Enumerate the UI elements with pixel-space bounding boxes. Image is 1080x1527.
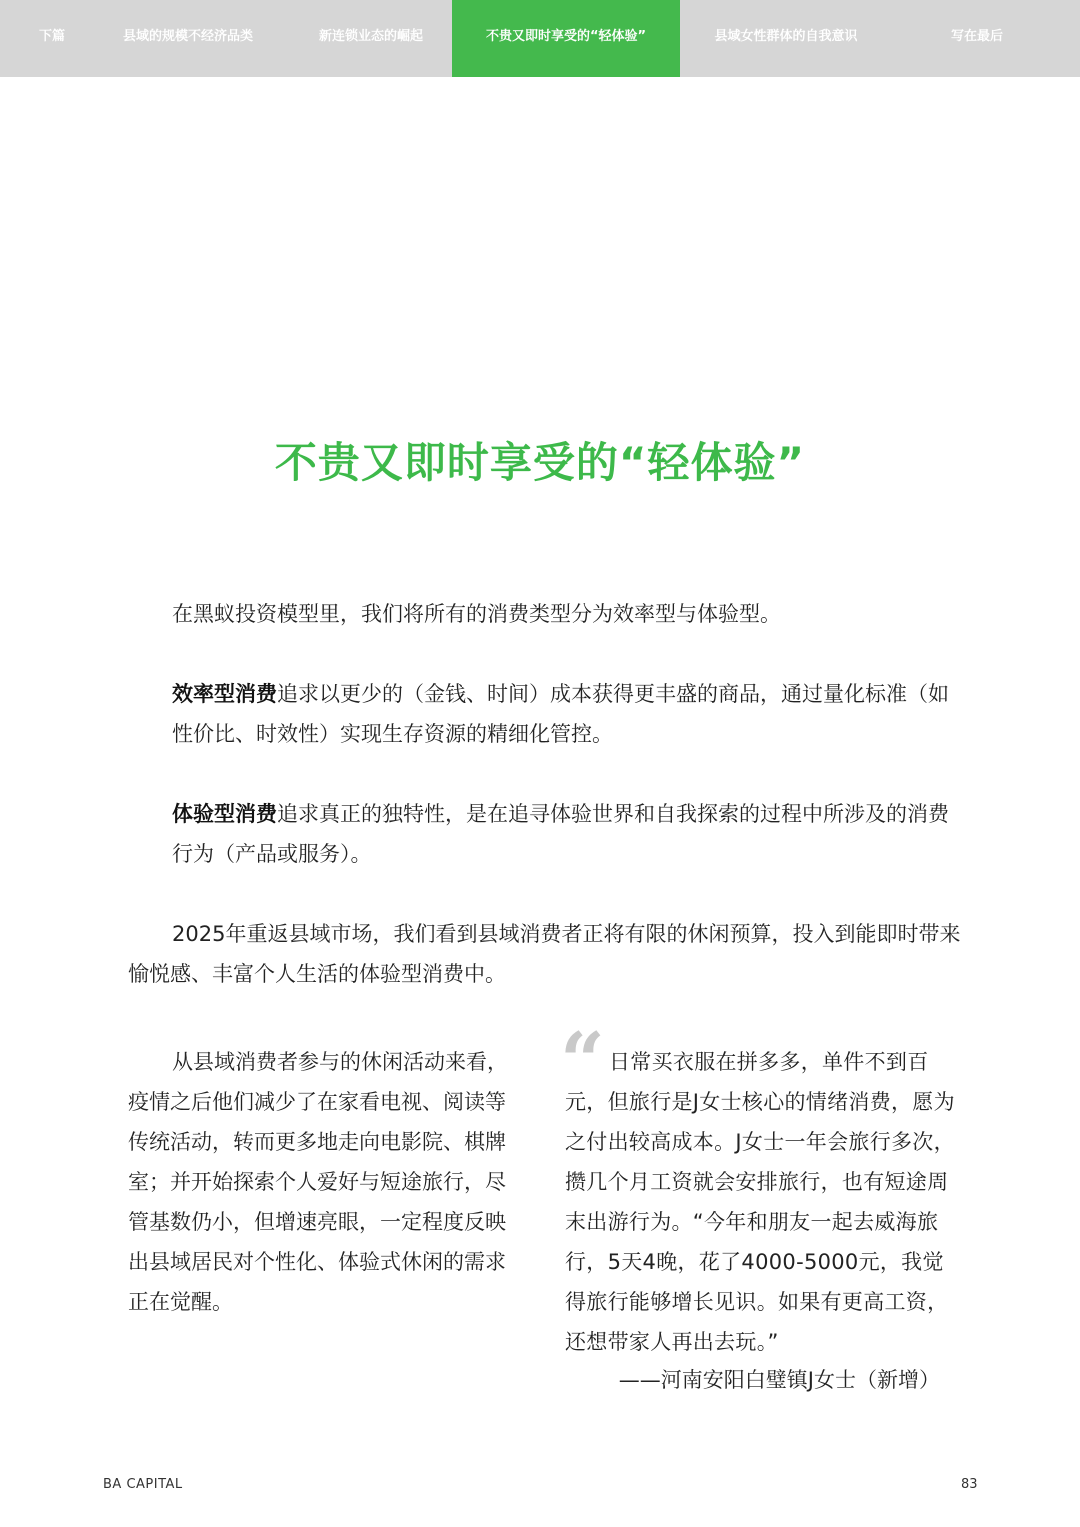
experience-consumption-text: 追求真正的独特性，是在追寻体验世界和自我探索的过程中所涉及的消费行为（产品或服务）。 [172,802,949,866]
tab-light-experience[interactable]: 不贵又即时享受的“轻体验” [452,0,680,77]
footer-brand: BA CAPITAL [103,1477,183,1492]
quote-mark-icon: “ [560,1016,605,1107]
page-number: 83 [961,1477,978,1492]
tab-county-women-self-awareness[interactable]: 县域女性群体的自我意识 [714,29,858,44]
experience-consumption-paragraph [172,794,962,874]
interview-quote: 日常买衣服在拼多多，单件不到百元，但旅行是J女士核心的情绪消费，愿为之付出较高成本。J女士一年会旅行多次，攒几个月工资就会安排旅行，也有短途周末出游行为。“今年和朋友一起去威海旅行，5天4晚，花了4000-5000元，我觉得旅行能够增长见识。如果有更高工资，还想带家人再出去玩。” [565,1050,955,1354]
tab-part-two[interactable]: 下篇 [38,29,65,44]
experience-consumption-term: 体验型消费 [172,802,277,826]
tab-closing-words[interactable]: 写在最后 [950,29,1003,44]
intro-paragraph: 在黑蚁投资模型里，我们将所有的消费类型分为效率型与体验型。 [172,602,781,626]
efficiency-consumption-paragraph [172,674,962,754]
quote-attribution: ——河南安阳白璧镇J女士（新增） [618,1368,940,1392]
section-title: 不贵又即时享受的“轻体验” [274,438,806,487]
efficiency-consumption-text: 追求以更少的（金钱、时间）成本获得更丰盛的商品，通过量化标准（如性价比、时效性）实现生存资源的精细化管控。 [172,682,949,746]
chapter-nav-bar [0,0,1080,77]
market-paragraph: 2025年重返县域市场，我们看到县域消费者正将有限的休闲预算，投入到能即时带来愉悦感、丰富个人生活的体验型消费中。 [128,922,961,986]
leisure-activities-paragraph: 从县域消费者参与的休闲活动来看，疫情之后他们减少了在家看电视、阅读等传统活动，转而更多地走向电影院、棋牌室；并开始探索个人爱好与短途旅行，尽管基数仍小，但增速亮眼，一定程度反映出县域居民对个性化、体验式休闲的需求正在觉醒。 [128,1050,508,1314]
efficiency-consumption-term: 效率型消费 [172,682,277,706]
tab-new-chain-formats[interactable]: 新连锁业态的崛起 [318,29,423,44]
tab-county-scale-categories[interactable]: 县域的规模不经济品类 [122,29,253,44]
